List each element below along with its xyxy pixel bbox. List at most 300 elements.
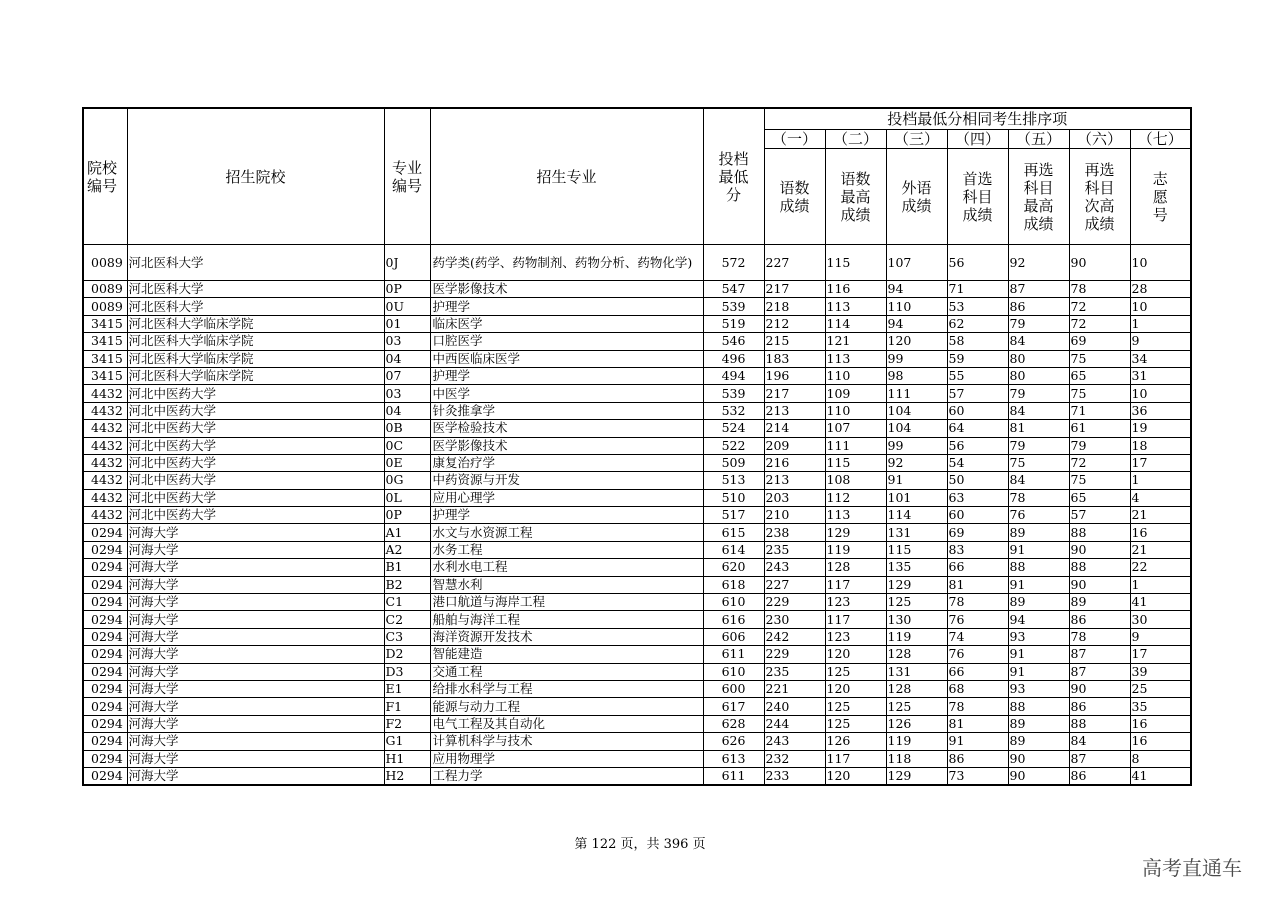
- school-code-cell: 0294: [83, 750, 127, 767]
- header-major: 招生专业: [430, 108, 703, 245]
- chinese-math-top-cell: 115: [825, 245, 886, 281]
- chinese-math-score-cell: 229: [764, 594, 825, 611]
- elective-top-cell: 90: [1008, 767, 1069, 785]
- school-code-cell: 0294: [83, 628, 127, 645]
- elective-top-cell: 86: [1008, 298, 1069, 315]
- chinese-math-score-cell: 227: [764, 576, 825, 593]
- school-code-cell: 3415: [83, 315, 127, 332]
- elective-top-cell: 84: [1008, 402, 1069, 419]
- min-score-cell: 522: [703, 437, 764, 454]
- header-school: 招生院校: [127, 108, 384, 245]
- school-name-cell: 河北医科大学临床学院: [127, 350, 384, 367]
- header-sort-column: [1130, 149, 1191, 245]
- school-name-cell: 河北医科大学临床学院: [127, 333, 384, 350]
- first-subject-cell: 62: [947, 315, 1008, 332]
- elective-top-cell: 91: [1008, 576, 1069, 593]
- elective-second-cell: 86: [1069, 698, 1130, 715]
- header-ordinal: （一）: [764, 130, 825, 149]
- chinese-math-score-cell: 215: [764, 333, 825, 350]
- chinese-math-score-cell: 216: [764, 454, 825, 471]
- chinese-math-top-cell: 125: [825, 698, 886, 715]
- major-name-cell: 能源与动力工程: [430, 698, 703, 715]
- chinese-math-score-cell: 243: [764, 733, 825, 750]
- major-name-cell: 港口航道与海岸工程: [430, 594, 703, 611]
- table-row: [83, 245, 1191, 281]
- header-sort-column: [825, 149, 886, 245]
- chinese-math-score-cell: 210: [764, 507, 825, 524]
- major-name-cell: 给排水科学与工程: [430, 680, 703, 697]
- major-code-cell: F1: [384, 698, 430, 715]
- major-code-cell: 0C: [384, 437, 430, 454]
- chinese-math-score-cell: 196: [764, 367, 825, 384]
- school-code-cell: 0294: [83, 576, 127, 593]
- foreign-language-cell: 114: [886, 507, 947, 524]
- elective-top-cell: 90: [1008, 750, 1069, 767]
- preference-number-cell: 21: [1130, 507, 1191, 524]
- foreign-language-cell: 104: [886, 420, 947, 437]
- school-name-cell: 河北医科大学: [127, 245, 384, 281]
- header-ordinal: （四）: [947, 130, 1008, 149]
- chinese-math-score-cell: 203: [764, 489, 825, 506]
- min-score-cell: 600: [703, 680, 764, 697]
- chinese-math-score-cell: 183: [764, 350, 825, 367]
- table-row: [83, 315, 1191, 332]
- major-code-cell: B1: [384, 559, 430, 576]
- min-score-cell: 620: [703, 559, 764, 576]
- major-code-cell: 0G: [384, 472, 430, 489]
- school-name-cell: 河北中医药大学: [127, 489, 384, 506]
- min-score-cell: 616: [703, 611, 764, 628]
- table-row: [83, 767, 1191, 785]
- foreign-language-cell: 99: [886, 437, 947, 454]
- major-name-cell: 水利水电工程: [430, 559, 703, 576]
- header-major-code-text: 专业 编号: [391, 158, 422, 195]
- header-sort-column-text: 再选 科目 最高 成绩: [1023, 160, 1054, 233]
- major-code-cell: 03: [384, 385, 430, 402]
- preference-number-cell: 36: [1130, 402, 1191, 419]
- major-name-cell: 水文与水资源工程: [430, 524, 703, 541]
- min-score-cell: 532: [703, 402, 764, 419]
- first-subject-cell: 66: [947, 559, 1008, 576]
- elective-second-cell: 88: [1069, 715, 1130, 732]
- first-subject-cell: 60: [947, 402, 1008, 419]
- header-sort-column: [1008, 149, 1069, 245]
- min-score-cell: 611: [703, 646, 764, 663]
- foreign-language-cell: 119: [886, 628, 947, 645]
- table-row: [83, 350, 1191, 367]
- first-subject-cell: 66: [947, 663, 1008, 680]
- foreign-language-cell: 99: [886, 350, 947, 367]
- foreign-language-cell: 101: [886, 489, 947, 506]
- preference-number-cell: 16: [1130, 524, 1191, 541]
- preference-number-cell: 4: [1130, 489, 1191, 506]
- chinese-math-score-cell: 218: [764, 298, 825, 315]
- header-sort-column: [764, 149, 825, 245]
- major-name-cell: 工程力学: [430, 767, 703, 785]
- chinese-math-score-cell: 217: [764, 281, 825, 298]
- table-row: [83, 524, 1191, 541]
- major-code-cell: B2: [384, 576, 430, 593]
- first-subject-cell: 55: [947, 367, 1008, 384]
- school-name-cell: 河海大学: [127, 767, 384, 785]
- first-subject-cell: 81: [947, 715, 1008, 732]
- school-code-cell: 4432: [83, 402, 127, 419]
- elective-top-cell: 75: [1008, 454, 1069, 471]
- table-row: [83, 698, 1191, 715]
- school-code-cell: 4432: [83, 437, 127, 454]
- preference-number-cell: 17: [1130, 646, 1191, 663]
- first-subject-cell: 83: [947, 541, 1008, 558]
- elective-second-cell: 90: [1069, 576, 1130, 593]
- preference-number-cell: 41: [1130, 594, 1191, 611]
- major-code-cell: 0P: [384, 281, 430, 298]
- foreign-language-cell: 98: [886, 367, 947, 384]
- school-name-cell: 河北中医药大学: [127, 454, 384, 471]
- chinese-math-top-cell: 128: [825, 559, 886, 576]
- school-code-cell: 0294: [83, 594, 127, 611]
- min-score-cell: 539: [703, 385, 764, 402]
- min-score-cell: 628: [703, 715, 764, 732]
- major-name-cell: 护理学: [430, 298, 703, 315]
- chinese-math-score-cell: 240: [764, 698, 825, 715]
- table-row: [83, 385, 1191, 402]
- elective-top-cell: 91: [1008, 663, 1069, 680]
- table-header: [83, 108, 1191, 245]
- school-code-cell: 0294: [83, 541, 127, 558]
- chinese-math-top-cell: 123: [825, 628, 886, 645]
- chinese-math-top-cell: 115: [825, 454, 886, 471]
- school-code-cell: 0294: [83, 680, 127, 697]
- preference-number-cell: 18: [1130, 437, 1191, 454]
- foreign-language-cell: 104: [886, 402, 947, 419]
- school-code-cell: 4432: [83, 507, 127, 524]
- table-row: [83, 402, 1191, 419]
- chinese-math-top-cell: 126: [825, 733, 886, 750]
- foreign-language-cell: 94: [886, 281, 947, 298]
- preference-number-cell: 10: [1130, 245, 1191, 281]
- chinese-math-top-cell: 111: [825, 437, 886, 454]
- header-sort-column-text: 语数 最高 成绩: [840, 169, 871, 224]
- first-subject-cell: 69: [947, 524, 1008, 541]
- elective-second-cell: 84: [1069, 733, 1130, 750]
- preference-number-cell: 1: [1130, 315, 1191, 332]
- first-subject-cell: 59: [947, 350, 1008, 367]
- chinese-math-score-cell: 213: [764, 472, 825, 489]
- school-code-cell: 0294: [83, 663, 127, 680]
- elective-top-cell: 89: [1008, 594, 1069, 611]
- header-school-code-text: 院校 编号: [87, 158, 118, 195]
- preference-number-cell: 17: [1130, 454, 1191, 471]
- header-ordinal: （二）: [825, 130, 886, 149]
- school-name-cell: 河海大学: [127, 576, 384, 593]
- first-subject-cell: 76: [947, 611, 1008, 628]
- min-score-cell: 513: [703, 472, 764, 489]
- table-row: [83, 489, 1191, 506]
- header-sort-group-title: 投档最低分相同考生排序项: [764, 108, 1191, 130]
- chinese-math-top-cell: 119: [825, 541, 886, 558]
- preference-number-cell: 35: [1130, 698, 1191, 715]
- chinese-math-top-cell: 125: [825, 663, 886, 680]
- min-score-cell: 496: [703, 350, 764, 367]
- chinese-math-score-cell: 235: [764, 541, 825, 558]
- first-subject-cell: 54: [947, 454, 1008, 471]
- foreign-language-cell: 92: [886, 454, 947, 471]
- header-sort-column: [886, 149, 947, 245]
- major-name-cell: 中医学: [430, 385, 703, 402]
- preference-number-cell: 41: [1130, 767, 1191, 785]
- elective-second-cell: 69: [1069, 333, 1130, 350]
- elective-second-cell: 90: [1069, 245, 1130, 281]
- elective-second-cell: 79: [1069, 437, 1130, 454]
- elective-second-cell: 90: [1069, 541, 1130, 558]
- major-name-cell: 医学检验技术: [430, 420, 703, 437]
- chinese-math-top-cell: 112: [825, 489, 886, 506]
- major-code-cell: G1: [384, 733, 430, 750]
- header-ordinal: （五）: [1008, 130, 1069, 149]
- chinese-math-score-cell: 235: [764, 663, 825, 680]
- min-score-cell: 613: [703, 750, 764, 767]
- elective-second-cell: 72: [1069, 454, 1130, 471]
- chinese-math-top-cell: 113: [825, 298, 886, 315]
- school-code-cell: 0294: [83, 767, 127, 785]
- major-name-cell: 应用物理学: [430, 750, 703, 767]
- chinese-math-top-cell: 109: [825, 385, 886, 402]
- foreign-language-cell: 131: [886, 524, 947, 541]
- preference-number-cell: 39: [1130, 663, 1191, 680]
- school-name-cell: 河北中医药大学: [127, 385, 384, 402]
- min-score-cell: 611: [703, 767, 764, 785]
- school-code-cell: 4432: [83, 420, 127, 437]
- first-subject-cell: 74: [947, 628, 1008, 645]
- first-subject-cell: 78: [947, 698, 1008, 715]
- school-code-cell: 0089: [83, 245, 127, 281]
- elective-second-cell: 72: [1069, 298, 1130, 315]
- major-code-cell: 0L: [384, 489, 430, 506]
- school-name-cell: 河北医科大学: [127, 298, 384, 315]
- preference-number-cell: 16: [1130, 733, 1191, 750]
- table-row: [83, 333, 1191, 350]
- chinese-math-top-cell: 107: [825, 420, 886, 437]
- first-subject-cell: 76: [947, 646, 1008, 663]
- foreign-language-cell: 115: [886, 541, 947, 558]
- foreign-language-cell: 135: [886, 559, 947, 576]
- elective-top-cell: 80: [1008, 367, 1069, 384]
- table-row: [83, 628, 1191, 645]
- chinese-math-top-cell: 120: [825, 680, 886, 697]
- chinese-math-score-cell: 232: [764, 750, 825, 767]
- table-row: [83, 507, 1191, 524]
- table-row: [83, 611, 1191, 628]
- min-score-cell: 524: [703, 420, 764, 437]
- preference-number-cell: 1: [1130, 472, 1191, 489]
- major-code-cell: A1: [384, 524, 430, 541]
- header-ordinal: （三）: [886, 130, 947, 149]
- elective-second-cell: 86: [1069, 767, 1130, 785]
- school-name-cell: 河海大学: [127, 628, 384, 645]
- school-name-cell: 河海大学: [127, 559, 384, 576]
- table-body: [83, 245, 1191, 786]
- elective-second-cell: 75: [1069, 385, 1130, 402]
- major-name-cell: 应用心理学: [430, 489, 703, 506]
- major-name-cell: 智能建造: [430, 646, 703, 663]
- major-code-cell: 01: [384, 315, 430, 332]
- elective-second-cell: 61: [1069, 420, 1130, 437]
- first-subject-cell: 71: [947, 281, 1008, 298]
- elective-second-cell: 90: [1069, 680, 1130, 697]
- major-code-cell: E1: [384, 680, 430, 697]
- major-name-cell: 船舶与海洋工程: [430, 611, 703, 628]
- table-row: [83, 750, 1191, 767]
- elective-second-cell: 88: [1069, 559, 1130, 576]
- header-sort-column-text: 语数 成绩: [779, 178, 810, 215]
- first-subject-cell: 53: [947, 298, 1008, 315]
- elective-top-cell: 94: [1008, 611, 1069, 628]
- major-name-cell: 电气工程及其自动化: [430, 715, 703, 732]
- school-code-cell: 3415: [83, 350, 127, 367]
- header-sort-column-text: 外语 成绩: [901, 178, 932, 215]
- preference-number-cell: 16: [1130, 715, 1191, 732]
- school-name-cell: 河海大学: [127, 646, 384, 663]
- major-name-cell: 临床医学: [430, 315, 703, 332]
- header-sort-column-text: 再选 科目 次高 成绩: [1084, 160, 1115, 233]
- chinese-math-top-cell: 114: [825, 315, 886, 332]
- foreign-language-cell: 126: [886, 715, 947, 732]
- preference-number-cell: 1: [1130, 576, 1191, 593]
- school-name-cell: 河海大学: [127, 541, 384, 558]
- min-score-cell: 547: [703, 281, 764, 298]
- header-sort-column: [1069, 149, 1130, 245]
- school-code-cell: 0294: [83, 715, 127, 732]
- chinese-math-score-cell: 229: [764, 646, 825, 663]
- page-number: 第 122 页，共 396 页: [574, 837, 706, 852]
- school-code-cell: 4432: [83, 454, 127, 471]
- school-code-cell: 0089: [83, 281, 127, 298]
- first-subject-cell: 56: [947, 437, 1008, 454]
- school-code-cell: 0089: [83, 298, 127, 315]
- min-score-cell: 618: [703, 576, 764, 593]
- elective-top-cell: 92: [1008, 245, 1069, 281]
- school-name-cell: 河海大学: [127, 611, 384, 628]
- chinese-math-score-cell: 238: [764, 524, 825, 541]
- foreign-language-cell: 111: [886, 385, 947, 402]
- school-name-cell: 河海大学: [127, 733, 384, 750]
- foreign-language-cell: 125: [886, 594, 947, 611]
- elective-top-cell: 84: [1008, 333, 1069, 350]
- chinese-math-top-cell: 120: [825, 646, 886, 663]
- school-name-cell: 河北医科大学临床学院: [127, 367, 384, 384]
- elective-second-cell: 57: [1069, 507, 1130, 524]
- foreign-language-cell: 130: [886, 611, 947, 628]
- chinese-math-score-cell: 209: [764, 437, 825, 454]
- elective-second-cell: 78: [1069, 628, 1130, 645]
- elective-second-cell: 71: [1069, 402, 1130, 419]
- min-score-cell: 617: [703, 698, 764, 715]
- school-code-cell: 0294: [83, 524, 127, 541]
- chinese-math-top-cell: 129: [825, 524, 886, 541]
- chinese-math-top-cell: 117: [825, 576, 886, 593]
- school-name-cell: 河海大学: [127, 524, 384, 541]
- major-name-cell: 药学类(药学、药物制剂、药物分析、药物化学): [430, 245, 703, 281]
- preference-number-cell: 9: [1130, 628, 1191, 645]
- school-code-cell: 0294: [83, 733, 127, 750]
- elective-top-cell: 89: [1008, 715, 1069, 732]
- school-code-cell: 0294: [83, 559, 127, 576]
- min-score-cell: 509: [703, 454, 764, 471]
- table-row: [83, 298, 1191, 315]
- chinese-math-score-cell: 221: [764, 680, 825, 697]
- major-code-cell: 07: [384, 367, 430, 384]
- major-name-cell: 口腔医学: [430, 333, 703, 350]
- foreign-language-cell: 131: [886, 663, 947, 680]
- elective-top-cell: 89: [1008, 524, 1069, 541]
- table-row: [83, 367, 1191, 384]
- major-code-cell: A2: [384, 541, 430, 558]
- first-subject-cell: 91: [947, 733, 1008, 750]
- min-score-cell: 546: [703, 333, 764, 350]
- school-code-cell: 0294: [83, 646, 127, 663]
- elective-second-cell: 65: [1069, 489, 1130, 506]
- foreign-language-cell: 107: [886, 245, 947, 281]
- table-row: [83, 680, 1191, 697]
- chinese-math-score-cell: 243: [764, 559, 825, 576]
- major-name-cell: 护理学: [430, 507, 703, 524]
- school-name-cell: 河北中医药大学: [127, 402, 384, 419]
- school-name-cell: 河北中医药大学: [127, 472, 384, 489]
- foreign-language-cell: 110: [886, 298, 947, 315]
- min-score-cell: 610: [703, 663, 764, 680]
- foreign-language-cell: 118: [886, 750, 947, 767]
- major-code-cell: D2: [384, 646, 430, 663]
- admission-score-table: [82, 107, 1192, 786]
- major-name-cell: 针灸推拿学: [430, 402, 703, 419]
- major-code-cell: C2: [384, 611, 430, 628]
- table-row: [83, 646, 1191, 663]
- header-sort-column-text: 志 愿 号: [1152, 169, 1168, 224]
- preference-number-cell: 31: [1130, 367, 1191, 384]
- major-code-cell: 0B: [384, 420, 430, 437]
- min-score-cell: 626: [703, 733, 764, 750]
- chinese-math-score-cell: 230: [764, 611, 825, 628]
- first-subject-cell: 64: [947, 420, 1008, 437]
- elective-top-cell: 89: [1008, 733, 1069, 750]
- foreign-language-cell: 94: [886, 315, 947, 332]
- elective-top-cell: 80: [1008, 350, 1069, 367]
- header-sort-column-text: 首选 科目 成绩: [962, 169, 993, 224]
- school-code-cell: 0294: [83, 611, 127, 628]
- school-name-cell: 河北中医药大学: [127, 507, 384, 524]
- header-school-code: [83, 108, 127, 245]
- chinese-math-top-cell: 116: [825, 281, 886, 298]
- table-row: [83, 663, 1191, 680]
- preference-number-cell: 28: [1130, 281, 1191, 298]
- first-subject-cell: 68: [947, 680, 1008, 697]
- major-code-cell: 04: [384, 402, 430, 419]
- first-subject-cell: 50: [947, 472, 1008, 489]
- elective-top-cell: 79: [1008, 385, 1069, 402]
- preference-number-cell: 34: [1130, 350, 1191, 367]
- elective-second-cell: 78: [1069, 281, 1130, 298]
- preference-number-cell: 22: [1130, 559, 1191, 576]
- school-name-cell: 河海大学: [127, 594, 384, 611]
- school-code-cell: 4432: [83, 385, 127, 402]
- chinese-math-top-cell: 108: [825, 472, 886, 489]
- header-ordinal: （七）: [1130, 130, 1191, 149]
- major-code-cell: 0P: [384, 507, 430, 524]
- school-name-cell: 河海大学: [127, 715, 384, 732]
- major-code-cell: 04: [384, 350, 430, 367]
- major-name-cell: 智慧水利: [430, 576, 703, 593]
- chinese-math-top-cell: 117: [825, 611, 886, 628]
